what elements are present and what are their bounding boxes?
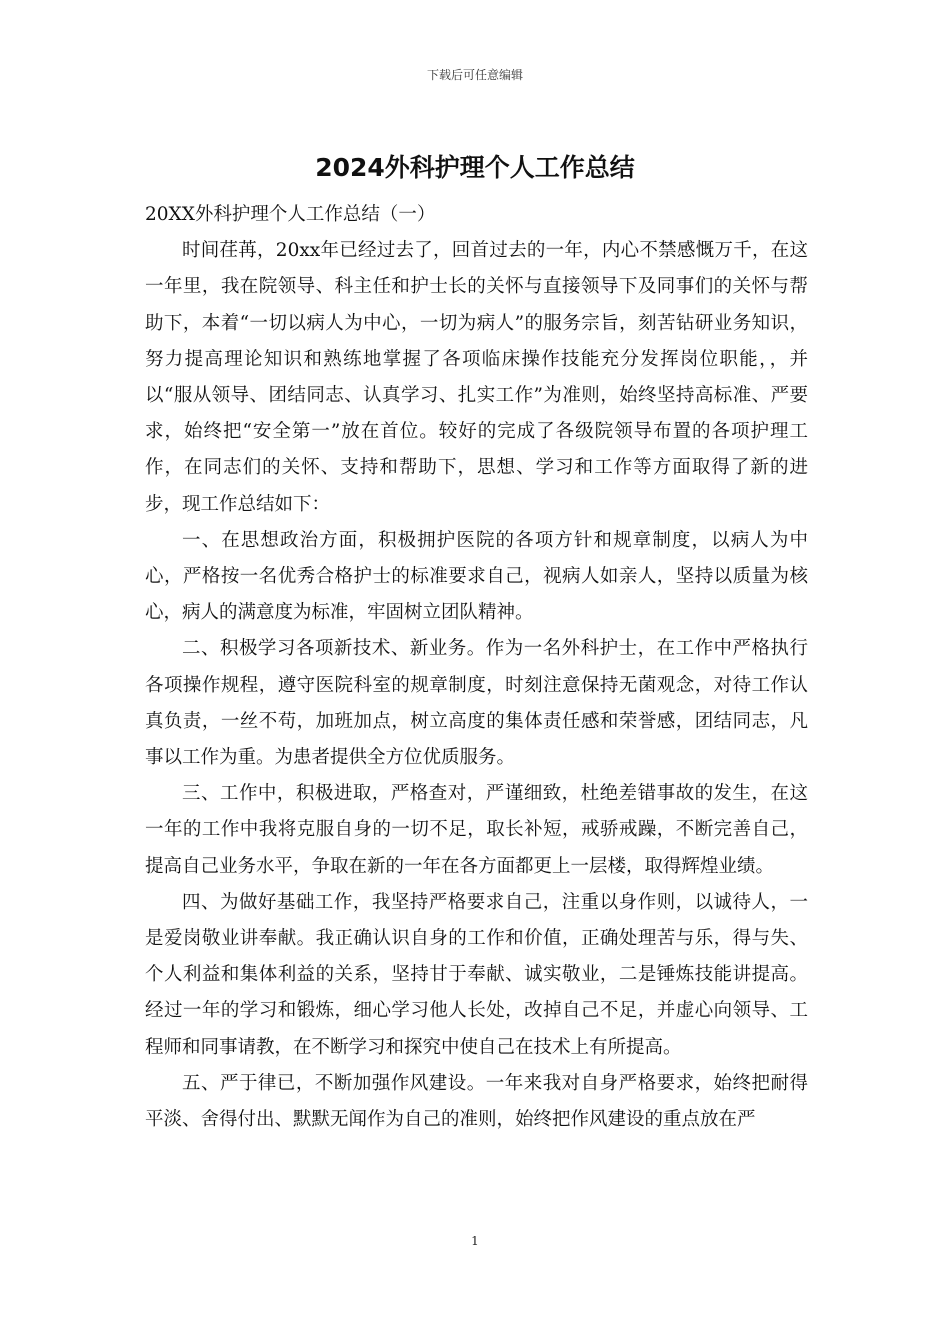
page-number: 1 (471, 1234, 479, 1248)
paragraph-work: 三、工作中，积极进取，严格查对，严谨细致，杜绝差错事故的发生，在这一年的工作中我将克服自身的一切不足，取长补短，戒骄戒躁，不断完善自己，提高自己业务水平，争取在新的一年在各方面都更上一层楼，取得辉煌业绩。 (145, 783, 808, 877)
section-subtitle: 20XX外科护理个人工作总结（一） (145, 204, 436, 225)
page-header-note: 下载后可任意编辑 (426, 68, 523, 82)
paragraph-learning: 二、积极学习各项新技术、新业务。作为一名外科护士，在工作中严格执行各项操作规程，遵守医院科室的规章制度，时刻注意保持无菌观念，对待工作认真负责，一丝不苟，加班加点，树立高度的集体责任感和荣誉感，团结同志，凡事以工作为重。为患者提供全方位优质服务。 (145, 638, 808, 769)
intro-paragraph: 时间荏苒，20xx年已经过去了，回首过去的一年，内心不禁感慨万千，在这一年里，我在院领导、科主任和护士长的关怀与直接领导下及同事们的关怀与帮助下，本着“一切以病人为中心，一切为病人”的服务宗旨，刻苦钻研业务知识，努力提高理论知识和熟练地掌握了各项临床操作技能充分发挥岗位职能，，并以“服从领导、团结同志、认真学习、扎实工作”为准则，始终坚持高标准、严要求，始终把“安全第一”放在首位。较好的完成了各级院领导布置的各项护理工作，在同志们的关怀、支持和帮助下，思想、学习和工作等方面取得了新的进步，现工作总结如下： (145, 240, 808, 515)
paragraph-basics: 四、为做好基础工作，我坚持严格要求自己，注重以身作则，以诚待人，一是爱岗敬业讲奉献。我正确认识自身的工作和价值，正确处理苦与乐，得与失、个人利益和集体利益的关系，坚持甘于奉献、诚实敬业，二是锤炼技能讲提高。经过一年的学习和锻炼，细心学习他人长处，改掉自己不足，并虚心向领导、工程师和同事请教，在不断学习和探究中使自己在技术上有所提高。 (145, 891, 808, 1058)
document-title: 2024外科护理个人工作总结 (315, 153, 635, 182)
paragraph-discipline: 五、严于律已，不断加强作风建设。一年来我对自身严格要求，始终把耐得平淡、舍得付出、默默无闻作为自己的准则，始终把作风建设的重点放在严 (145, 1072, 808, 1131)
paragraph-ideology: 一、在思想政治方面，积极拥护医院的各项方针和规章制度，以病人为中心，严格按一名优秀合格护士的标准要求自己，视病人如亲人，坚持以质量为核心，病人的满意度为标准，牢固树立团队精神。 (145, 529, 808, 624)
document-body (145, 197, 808, 1138)
